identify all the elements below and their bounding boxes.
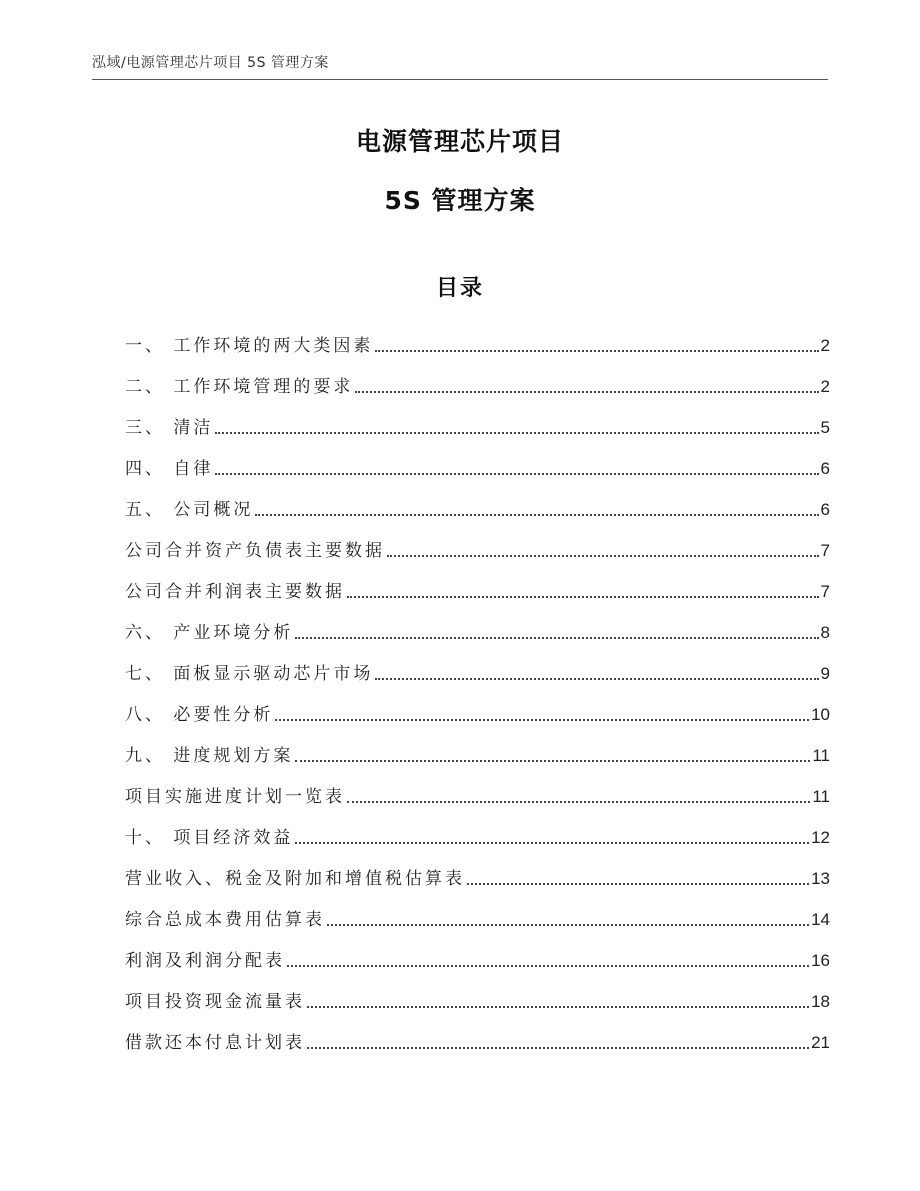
toc-dot-leader — [347, 801, 810, 803]
toc-dot-leader — [295, 842, 809, 844]
toc-entry[interactable] — [125, 444, 830, 485]
toc-entry-label: 项目实施进度计划一览表 — [125, 787, 345, 807]
toc-dot-leader — [287, 965, 809, 967]
toc-entry-page: 18 — [811, 992, 830, 1011]
toc-entry-label: 九、 进度规划方案 — [125, 746, 294, 766]
toc-dot-leader — [375, 350, 818, 352]
toc-entry-page: 12 — [811, 828, 830, 847]
toc-entry-label: 二、 工作环境管理的要求 — [125, 377, 354, 397]
toc-entry-label: 公司合并资产负债表主要数据 — [125, 541, 385, 561]
document-title-line-2: 5S 管理方案 — [384, 186, 536, 215]
toc-dot-leader — [355, 391, 818, 393]
toc-entry-label: 四、 自律 — [125, 459, 214, 479]
toc-entry-page: 2 — [820, 377, 830, 396]
toc-entry-label: 项目投资现金流量表 — [125, 992, 305, 1012]
toc-entry-label: 借款还本付息计划表 — [125, 1033, 305, 1053]
toc-entry-label: 八、 必要性分析 — [125, 705, 274, 725]
toc-entry[interactable] — [125, 1018, 830, 1059]
toc-entry[interactable] — [125, 567, 830, 608]
toc-entry-label: 一、 工作环境的两大类因素 — [125, 336, 374, 356]
toc-entry[interactable] — [125, 854, 830, 895]
toc-entry-page: 11 — [812, 746, 830, 765]
toc-entry-label: 五、 公司概况 — [125, 500, 254, 520]
toc-entry[interactable] — [125, 772, 830, 813]
toc-entry-page: 14 — [811, 910, 830, 929]
toc-entry[interactable] — [125, 649, 830, 690]
toc-dot-leader — [347, 596, 819, 598]
toc-entry[interactable] — [125, 362, 830, 403]
toc-heading: 目录 — [435, 276, 484, 301]
toc-entry[interactable] — [125, 321, 830, 362]
toc-entry-label: 七、 面板显示驱动芯片市场 — [125, 664, 374, 684]
toc-dot-leader — [215, 432, 818, 434]
toc-entry-page: 7 — [820, 582, 830, 601]
toc-entry-page: 21 — [811, 1033, 830, 1052]
toc-entry-label: 公司合并利润表主要数据 — [125, 582, 345, 602]
toc-dot-leader — [387, 555, 819, 557]
toc-entry-label: 六、 产业环境分析 — [125, 623, 294, 643]
toc-dot-leader — [467, 883, 809, 885]
toc-entry[interactable] — [125, 526, 830, 567]
toc-entry-label: 利润及利润分配表 — [125, 951, 285, 971]
toc-entry-label: 营业收入、税金及附加和增值税估算表 — [125, 869, 465, 889]
toc-dot-leader — [307, 1047, 809, 1049]
toc-dot-leader — [275, 719, 809, 721]
toc-dot-leader — [295, 760, 810, 762]
toc-entry[interactable] — [125, 403, 830, 444]
toc-dot-leader — [375, 678, 818, 680]
toc-entry[interactable] — [125, 895, 830, 936]
toc-entry-page: 13 — [811, 869, 830, 888]
header-rule — [92, 79, 828, 80]
toc-entry-page: 5 — [820, 418, 830, 437]
toc-entry[interactable] — [125, 485, 830, 526]
toc-entry-page: 16 — [811, 951, 830, 970]
toc-entry[interactable] — [125, 731, 830, 772]
toc-entry-page: 6 — [820, 500, 830, 519]
toc-entry-label: 三、 清洁 — [125, 418, 214, 438]
toc-entry-page: 6 — [820, 459, 830, 478]
toc-entry-page: 10 — [811, 705, 830, 724]
toc-entry[interactable] — [125, 690, 830, 731]
toc-dot-leader — [295, 637, 818, 639]
toc-dot-leader — [255, 514, 818, 516]
toc-entry-label: 综合总成本费用估算表 — [125, 910, 325, 930]
toc-dot-leader — [327, 924, 809, 926]
toc-dot-leader — [307, 1006, 809, 1008]
toc-entry[interactable] — [125, 608, 830, 649]
toc-entry[interactable] — [125, 813, 830, 854]
running-header: 泓域/电源管理芯片项目 5S 管理方案 — [92, 55, 329, 71]
toc-entry-page: 9 — [820, 664, 830, 683]
toc-entry-label: 十、 项目经济效益 — [125, 828, 294, 848]
toc-entry-page: 8 — [820, 623, 830, 642]
toc-dot-leader — [215, 473, 818, 475]
toc-entry[interactable] — [125, 977, 830, 1018]
toc-entry-page: 7 — [820, 541, 830, 560]
toc-entry-page: 2 — [820, 336, 830, 355]
toc-entry-page: 11 — [812, 787, 830, 806]
document-title-line-1: 电源管理芯片项目 — [355, 127, 564, 156]
toc-entry[interactable] — [125, 936, 830, 977]
table-of-contents — [125, 321, 830, 1059]
